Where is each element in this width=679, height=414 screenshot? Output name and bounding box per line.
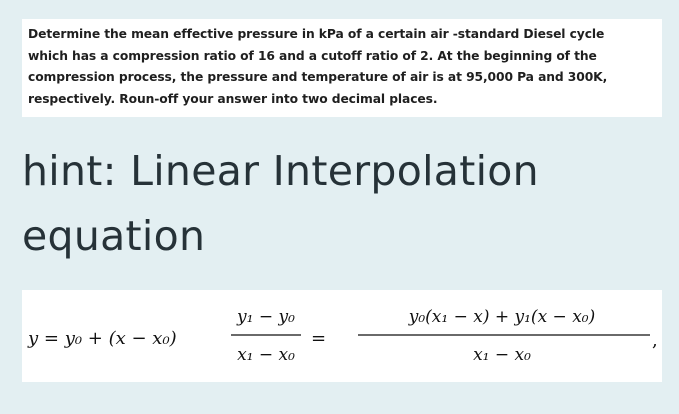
fraction2-numerator: y₀(x₁ − x) + y₁(x − x₀) [408,307,596,327]
problem-statement [22,19,662,117]
fraction1-denominator: x₁ − x₀ [237,345,295,365]
problem-line-3: compression process, the pressure and temperature of air is at 95,000 Pa and 300K, [28,70,608,84]
interpolation-equation [22,290,662,382]
fraction1-numerator: y₁ − y₀ [237,307,295,327]
fraction2-denominator: x₁ − x₀ [473,345,531,365]
problem-line-1: Determine the mean effective pressure in kPa of a certain air -standard Diesel cycle [28,27,605,41]
equation-svg [22,290,662,382]
equals-sign: = [311,328,327,349]
problem-line-4: respectively. Roun-off your answer into two decimal places. [28,91,438,106]
hint-heading-line-1: hint: Linear Interpolation [22,147,539,195]
problem-line-2: which has a compression ratio of 16 and a cutoff ratio of 2. At the beginning of the [28,48,597,63]
hint-heading-line-2: equation [22,212,206,260]
trailing-comma: , [652,330,658,351]
equation-lhs: y = y₀ + (x − x₀) [28,328,177,349]
